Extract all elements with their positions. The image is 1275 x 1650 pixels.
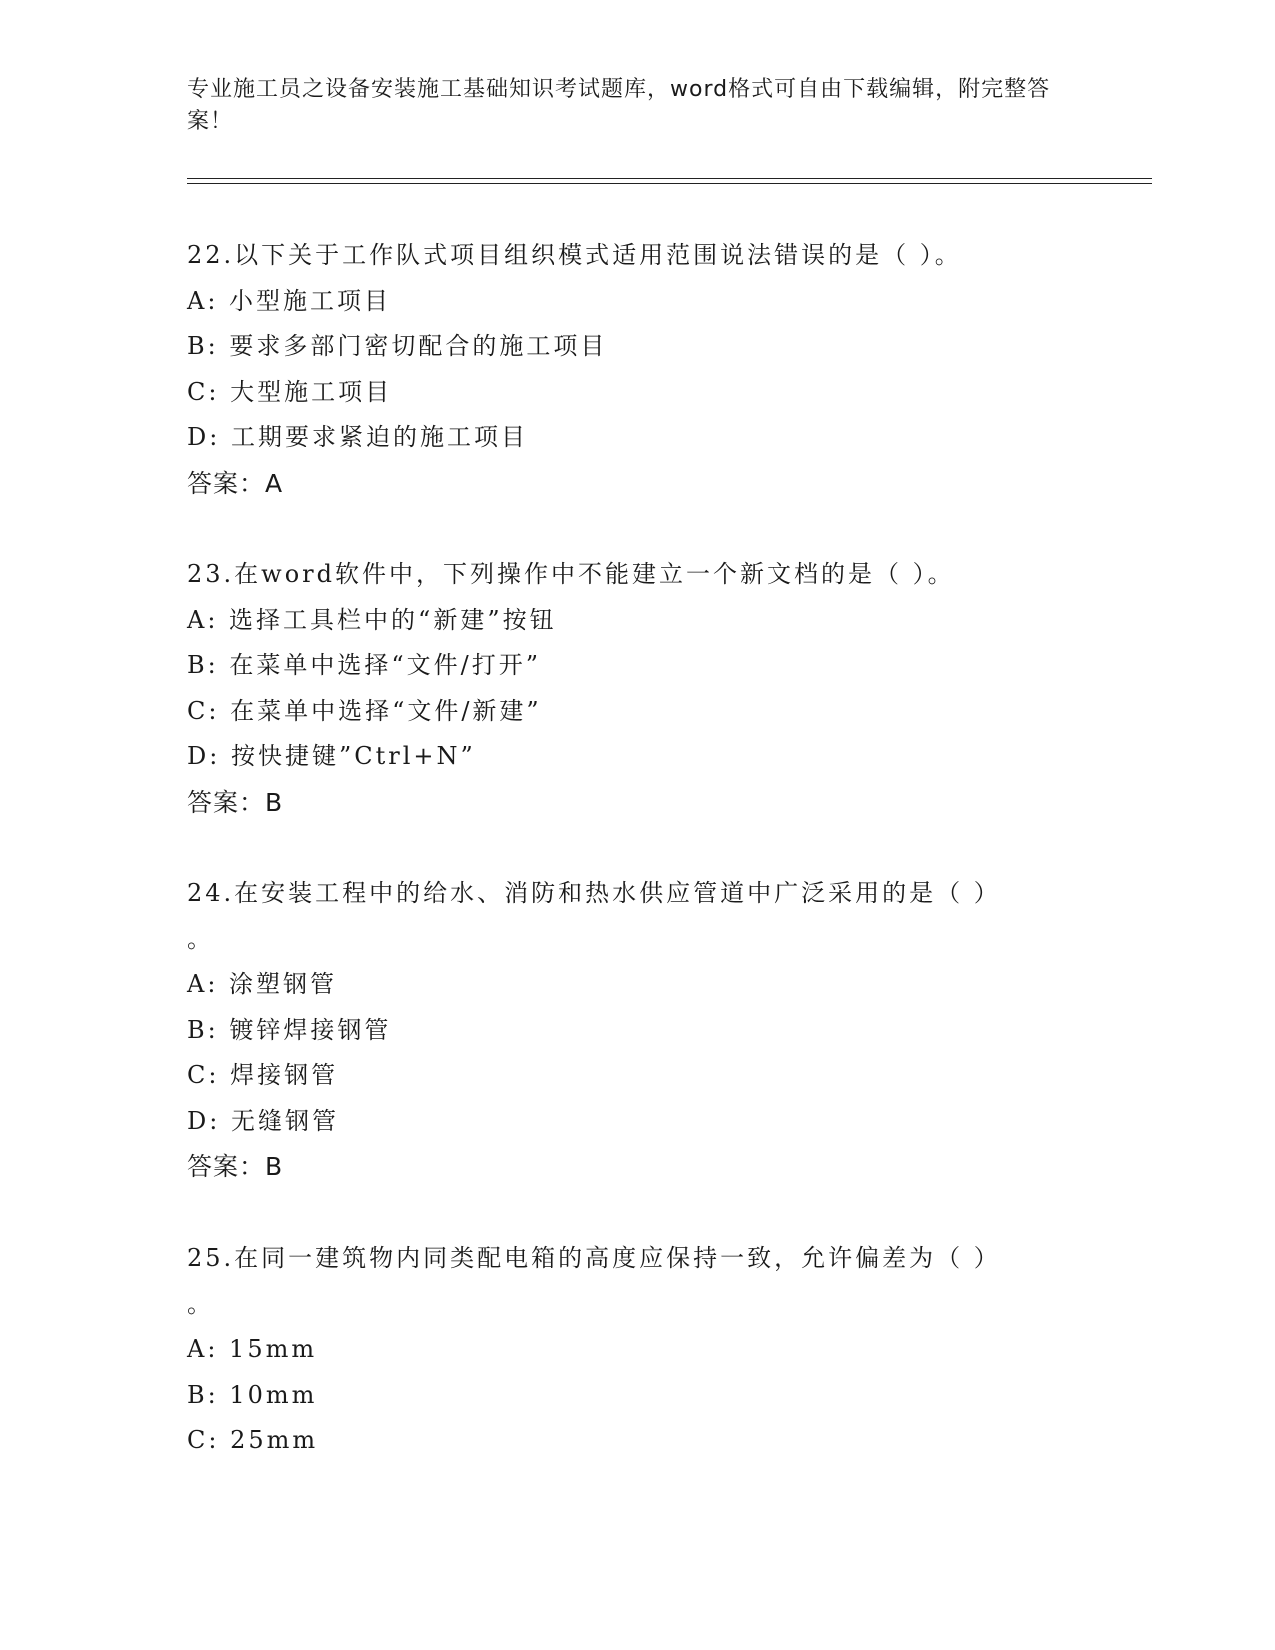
document-header: 专业施工员之设备安装施工基础知识考试题库，word格式可自由下载编辑，附完整答案！ bbox=[187, 77, 1051, 134]
question-stem: 22.以下关于工作队式项目组织模式适用范围说法错误的是（ ）。 bbox=[187, 241, 962, 269]
option-d: D: 按快捷键”Ctrl+N” bbox=[187, 742, 476, 770]
option-b: B: 要求多部门密切配合的施工项目 bbox=[187, 332, 608, 360]
option-a: A: 选择工具栏中的“新建”按钮 bbox=[187, 605, 557, 634]
question-22 bbox=[187, 233, 1067, 506]
question-23 bbox=[187, 552, 1067, 825]
question-stem: 23.在word软件中，下列操作中不能建立一个新文档的是（ ）。 bbox=[187, 560, 955, 588]
option-c: C: 大型施工项目 bbox=[187, 377, 393, 406]
option-b: B: 在菜单中选择“文件/打开” bbox=[187, 651, 541, 679]
option-c: C: 在菜单中选择“文件/新建” bbox=[187, 696, 542, 725]
option-c: C: 焊接钢管 bbox=[187, 1061, 339, 1089]
question-24 bbox=[187, 871, 1067, 1190]
option-b: B: 10mm bbox=[187, 1380, 318, 1409]
option-c: C: 25mm bbox=[187, 1426, 319, 1454]
question-stem-continuation: 。 bbox=[187, 924, 214, 953]
question-25 bbox=[187, 1236, 1067, 1464]
question-stem-continuation: 。 bbox=[187, 1289, 214, 1318]
option-a: A: 小型施工项目 bbox=[187, 286, 392, 315]
question-stem: 24.在安装工程中的给水、消防和热水供应管道中广泛采用的是（ ） bbox=[187, 879, 1001, 907]
option-d: D: 无缝钢管 bbox=[187, 1106, 339, 1135]
option-d: D: 工期要求紧迫的施工项目 bbox=[187, 423, 528, 451]
option-a: A: 15mm bbox=[187, 1335, 318, 1363]
answer: 答案：B bbox=[187, 787, 284, 817]
header-divider-bottom bbox=[187, 183, 1152, 184]
header-divider-top bbox=[187, 178, 1152, 179]
option-b: B: 镀锌焊接钢管 bbox=[187, 1015, 392, 1044]
question-stem: 25.在同一建筑物内同类配电箱的高度应保持一致，允许偏差为（ ） bbox=[187, 1244, 1001, 1272]
answer: 答案：B bbox=[187, 1152, 284, 1181]
answer: 答案：A bbox=[187, 468, 284, 498]
option-a: A: 涂塑钢管 bbox=[187, 970, 338, 998]
